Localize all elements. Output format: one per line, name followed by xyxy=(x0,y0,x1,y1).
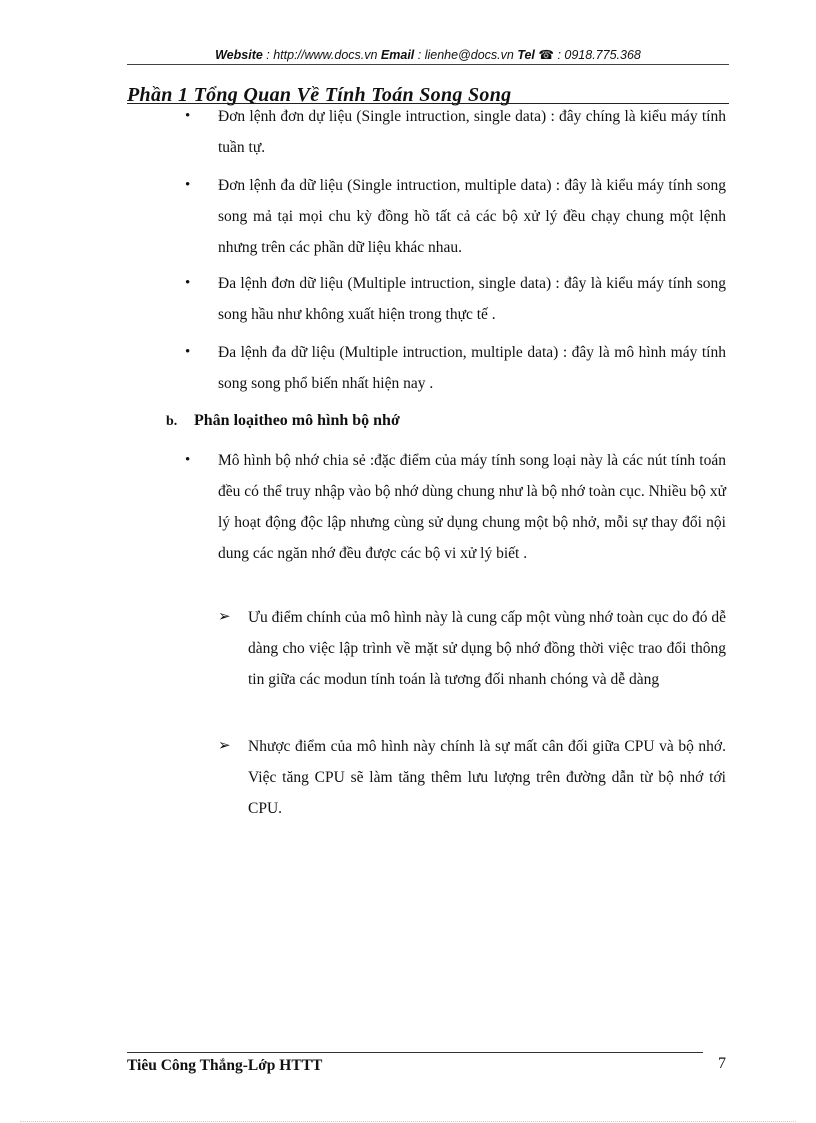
bullet-item: Mô hình bộ nhớ chia sẻ :đặc điểm của máy tính song loại này là các nút tính toán đều có thể truy nhập vào bộ nhớ dùng chung như là bộ nhớ toàn cục. Nhiều bộ xử lý hoạt động độc lập nhưng cùng sử dụng chung một bộ nhở, mỗi sự thay đổi nội dung các ngăn nhớ đều được các bộ vi xử lý biết . xyxy=(218,452,726,562)
arrow-item: Nhược điểm của mô hình này chính là sự mất cân đối giữa CPU và bộ nhớ. Việc tăng CPU sẽ làm tăng thêm lưu lượng trên đường dẫn từ bộ nhớ tới CPU. xyxy=(248,738,726,817)
tel-number: : 0918.775.368 xyxy=(553,48,641,62)
email-address[interactable]: : lienhe@docs.vn xyxy=(414,48,518,62)
email-label: Email xyxy=(380,48,415,62)
website-label: Website xyxy=(215,48,263,62)
footer-divider xyxy=(127,1052,703,1053)
bullet-icon: • xyxy=(185,452,191,468)
section-title: Phần 1 Tổng Quan Về Tính Toán Song Song xyxy=(127,84,512,106)
bullet-item: Đơn lệnh đa dữ liệu (Single intruction, multiple data) : đây là kiểu máy tính song song mả tại mọi chu kỳ đồng hồ tất cả các bộ xử lý đều chạy chung một lệnh nhưng trên các phần dữ liệu khác nhau. xyxy=(218,177,726,256)
page-edge-dots xyxy=(20,1121,796,1122)
bullet-item: Đa lệnh đơn dữ liệu (Multiple intruction, single data) : đây là kiểu máy tính song song hầu như không xuất hiện trong thực tế . xyxy=(218,275,726,323)
bullet-icon: • xyxy=(185,344,191,360)
arrow-bullet-icon: ➢ xyxy=(218,609,231,625)
subsection-letter: b. xyxy=(166,414,178,429)
page-number: 7 xyxy=(718,1055,726,1072)
tel-label: Tel xyxy=(517,48,535,62)
arrow-bullet-icon: ➢ xyxy=(218,738,231,754)
bullet-icon: • xyxy=(185,177,191,193)
website-url[interactable]: : http://www.docs.vn xyxy=(262,48,381,62)
footer-author: Tiêu Công Thắng-Lớp HTTT xyxy=(127,1057,323,1074)
header-contact-line xyxy=(127,47,729,62)
bullet-item: Đơn lệnh đơn dự liệu (Single intruction, single data) : đây chíng là kiểu máy tính tuần tự. xyxy=(218,108,726,156)
bullet-icon: • xyxy=(185,108,191,124)
arrow-item: Ưu điểm chính của mô hình này là cung cấp một vùng nhớ toàn cục do đó dễ dàng cho việc lập trình về mặt sử dụng bộ nhớ đồng thời việc trao đổi thông tin giữa các modun tính toán là tương đối nhanh chóng và dễ dàng xyxy=(248,609,726,688)
header-divider xyxy=(127,64,729,65)
subsection-title: Phân loạitheo mô hình bộ nhớ xyxy=(194,412,400,429)
bullet-item: Đa lệnh đa dữ liệu (Multiple intruction, multiple data) : đây là mô hình máy tính song song phổ biến nhất hiện nay . xyxy=(218,344,726,392)
phone-icon: ☎ xyxy=(538,48,554,62)
bullet-icon: • xyxy=(185,275,191,291)
